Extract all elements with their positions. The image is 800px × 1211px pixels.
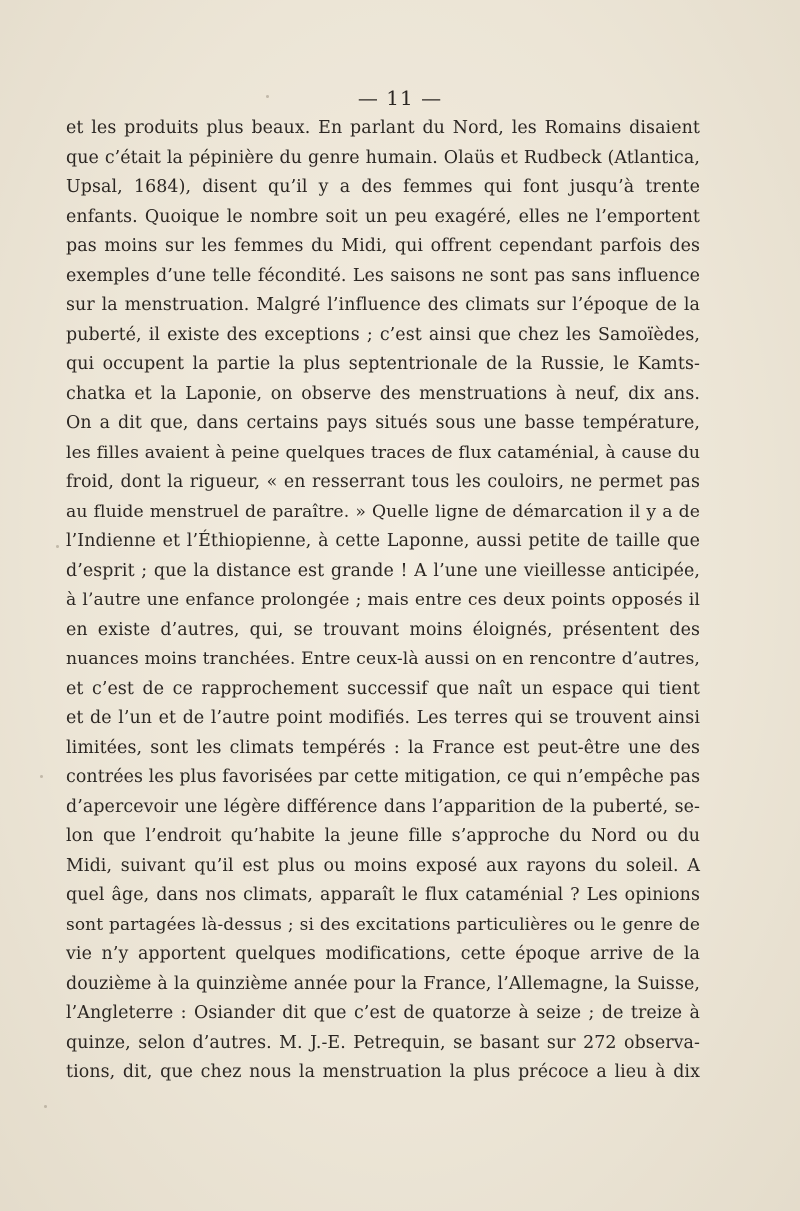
paper-speck xyxy=(266,95,269,98)
text-line: quinze, selon d’autres. M. J.-E. Petrequin, se basant sur 272 observa- xyxy=(66,1032,700,1053)
text-line: douzième à la quinzième année pour la France, l’Allemagne, la Suisse, xyxy=(66,973,700,994)
text-line: pas moins sur les femmes du Midi, qui offrent cependant parfois des xyxy=(66,236,700,256)
text-line: en existe d’autres, qui, se trouvant moins éloignés, présentent des xyxy=(66,619,700,640)
text-line: qui occupent la partie la plus septentrionale de la Russie, le Kamts- xyxy=(66,354,700,374)
text-line: d’esprit ; que la distance est grande ! A l’une une vieillesse anticipée, xyxy=(66,560,700,581)
text-line: d’apercevoir une légère différence dans l’apparition de la puberté, se- xyxy=(66,796,700,817)
text-line: Midi, suivant qu’il est plus ou moins exposé aux rayons du soleil. A xyxy=(66,855,700,876)
text-line: chatka et la Laponie, on observe des menstruations à neuf, dix ans. xyxy=(66,383,700,404)
text-line: enfants. Quoique le nombre soit un peu exagéré, elles ne l’emportent xyxy=(66,206,700,227)
paper-speck xyxy=(56,545,59,548)
text-line: sont partagées là-dessus ; si des excitations particulières ou le genre de xyxy=(66,914,700,935)
text-line: Upsal, 1684), disent qu’il y a des femmes qui font jusqu’à trente xyxy=(66,177,700,197)
text-line: vie n’y apportent quelques modifications, cette époque arrive de la xyxy=(66,944,700,964)
text-line: contrées les plus favorisées par cette mitigation, ce qui n’empêche pas xyxy=(66,767,701,787)
text-line: limitées, sont les climats tempérés : la France est peut-être une des xyxy=(66,737,700,758)
text-line: On a dit que, dans certains pays situés sous une basse température, xyxy=(66,413,700,433)
text-line: les filles avaient à peine quelques traces de flux cataménial, à cause du xyxy=(66,442,700,463)
text-line: l’Indienne et l’Éthiopienne, à cette Laponne, aussi petite de taille que xyxy=(66,531,700,551)
text-line: sur la menstruation. Malgré l’influence des climats sur l’époque de la xyxy=(66,295,700,315)
text-line: quel âge, dans nos climats, apparaît le flux cataménial ? Les opinions xyxy=(66,885,700,905)
text-line: et les produits plus beaux. En parlant du Nord, les Romains disaient xyxy=(66,118,700,138)
text-line: et c’est de ce rapprochement successif que naît un espace qui tient xyxy=(66,678,700,699)
text-line: lon que l’endroit qu’habite la jeune fille s’approche du Nord ou du xyxy=(66,826,700,846)
text-line: puberté, il existe des exceptions ; c’est ainsi que chez les Samoïèdes, xyxy=(66,324,700,345)
text-line: l’Angleterre : Osiander dit que c’est de quatorze à seize ; de treize à xyxy=(66,1003,700,1023)
text-line: que c’était la pépinière du genre humain. Olaüs et Rudbeck (Atlantica, xyxy=(66,147,700,168)
text-line: froid, dont la rigueur, « en resserrant tous les couloirs, ne permet pas xyxy=(66,472,700,492)
text-line: tions, dit, que chez nous la menstruation la plus précoce a lieu à dix xyxy=(66,1062,700,1082)
text-line: exemples d’une telle fécondité. Les saisons ne sont pas sans influence xyxy=(66,265,700,286)
text-line: et de l’un et de l’autre point modifiés. Les terres qui se trouvent ainsi xyxy=(66,708,700,728)
text-line: nuances moins tranchées. Entre ceux-là aussi on en rencontre d’autres, xyxy=(66,649,700,669)
page-body-text xyxy=(66,114,700,1088)
text-line: au fluide menstruel de paraître. » Quelle ligne de démarcation il y a de xyxy=(66,501,700,522)
text-line: à l’autre une enfance prolongée ; mais entre ces deux points opposés il xyxy=(66,590,700,610)
paper-speck xyxy=(40,775,43,778)
paper-speck xyxy=(44,1105,47,1108)
page-number-header: — 11 — xyxy=(357,86,443,110)
